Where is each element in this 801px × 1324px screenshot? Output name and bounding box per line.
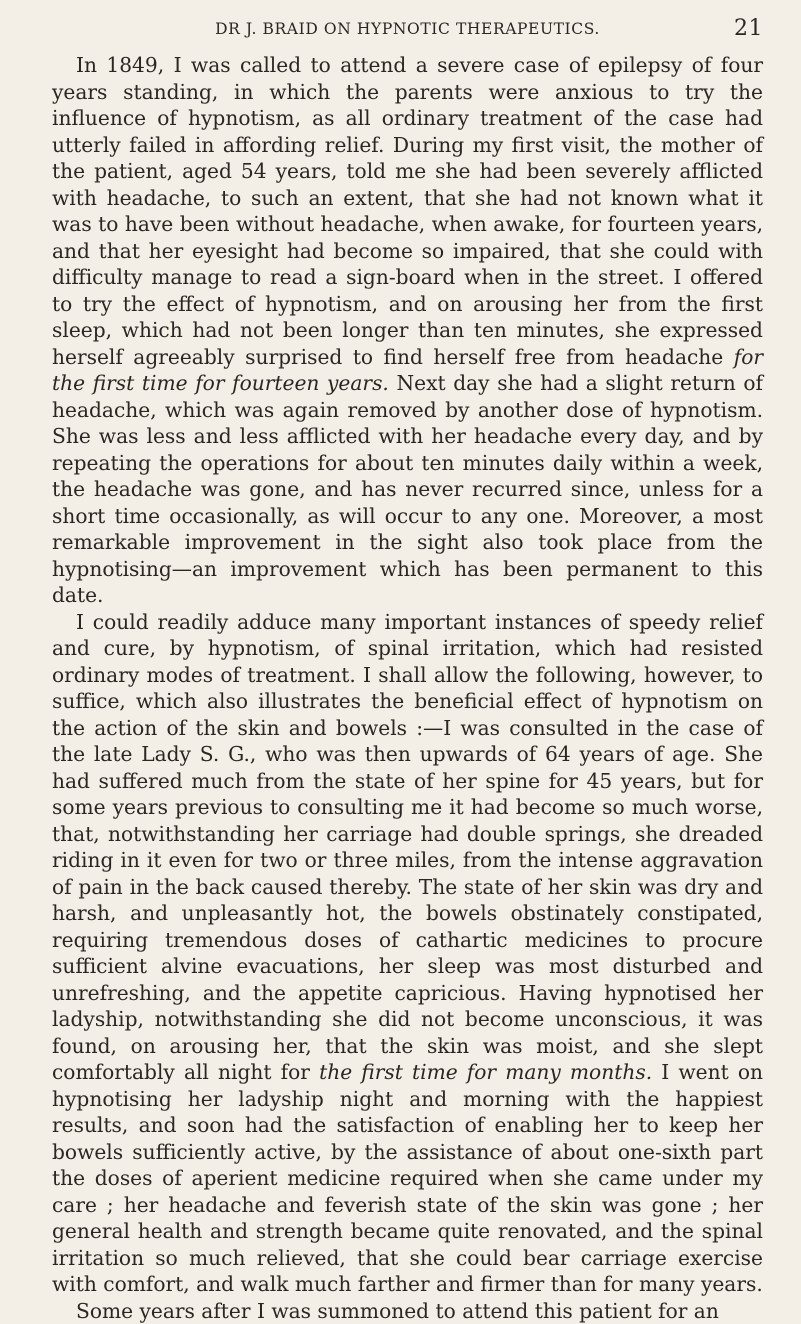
text-segment: In 1849, I was called to attend a severe case of epilepsy of four years standing, in which the parents were anxious to try the influence of hypnotism, as all ordinary treatment of the case had utterly failed in affording relief. During my first visit, the mother of the patient, aged 54 years, told me she had been severely afflicted with headache, to such an extent, that she had not known what it was to have been without headache, when awake, for fourteen years, and that her eyesight had become so impaired, that she could with difficulty manage to read a sign-board when in the street. I offered to try the effect of hypnotism, and on arousing her from the first sleep, which had not been longer than ten minutes, she expressed herself agreeably surprised to find herself free from headache — [52, 53, 763, 369]
page-number: 21 — [734, 16, 763, 41]
paragraph-continuation — [52, 1298, 763, 1324]
body-text — [52, 52, 763, 1324]
text-segment: Some years after I was summoned to attend this patient for an — [76, 1299, 719, 1323]
text-segment: I could readily adduce many important instances of speedy relief and cure, by hypnotism, of spinal irritation, which had resisted ordinary modes of treatment. I shall allow the following, however, to suffice, which also illustrates the beneficial effect of hypnotism on the action of the skin and bowels :—I was consulted in the case of the late Lady S. G., who was then upwards of 64 years of age. She had suffered much from the state of her spine for 45 years, but for some years previous to consulting me it had become so much worse, that, notwithstanding her carriage had double springs, she dreaded riding in it even for two or three miles, from the intense aggravation of pain in the back caused thereby. The state of her skin was dry and harsh, and unpleasantly hot, the bowels obstinately constipated, requiring tremendous doses of cathartic medicines to procure sufficient alvine evacuations, her sleep was most disturbed and unrefreshing, and the appetite capricious. Having hypnotised her ladyship, notwithstanding she did not become unconscious, it was found, on arousing her, that the skin was moist, and she slept comfortably all night for — [52, 610, 763, 1085]
paragraph-spinal-irritation-case — [52, 609, 763, 1298]
running-head — [52, 14, 763, 48]
italic-emphasis: the first time for many months. — [319, 1060, 652, 1084]
paragraph-epilepsy-case — [52, 52, 763, 609]
italic-emphasis: for the first time for fourteen years. — [52, 345, 763, 396]
text-segment: I went on hypnotising her ladyship night and morning with the happiest results, and soon had the satisfaction of enabling her to keep her bowels sufficiently active, by the assistance of about one-sixth part the doses of aperient medicine required when she came under my care ; her headache and feverish state of the skin was gone ; her general health and strength became quite renovated, and the spinal irritation so much relieved, that she could bear carriage exercise with comfort, and walk much farther and firmer than for many years. — [52, 1060, 763, 1296]
running-title: DR J. BRAID ON HYPNOTIC THERAPEUTICS. — [52, 20, 763, 38]
text-segment: Next day she had a slight return of headache, which was again removed by another dose of hypnotism. She was less and less afflicted with her headache every day, and by repeating the operations for about ten minutes daily within a week, the headache was gone, and has never recurred since, unless for a short time occasionally, as will occur to any one. Moreover, a most remarkable improvement in the sight also took place from the hypnotising—an improvement which has been permanent to this date. — [52, 371, 763, 607]
